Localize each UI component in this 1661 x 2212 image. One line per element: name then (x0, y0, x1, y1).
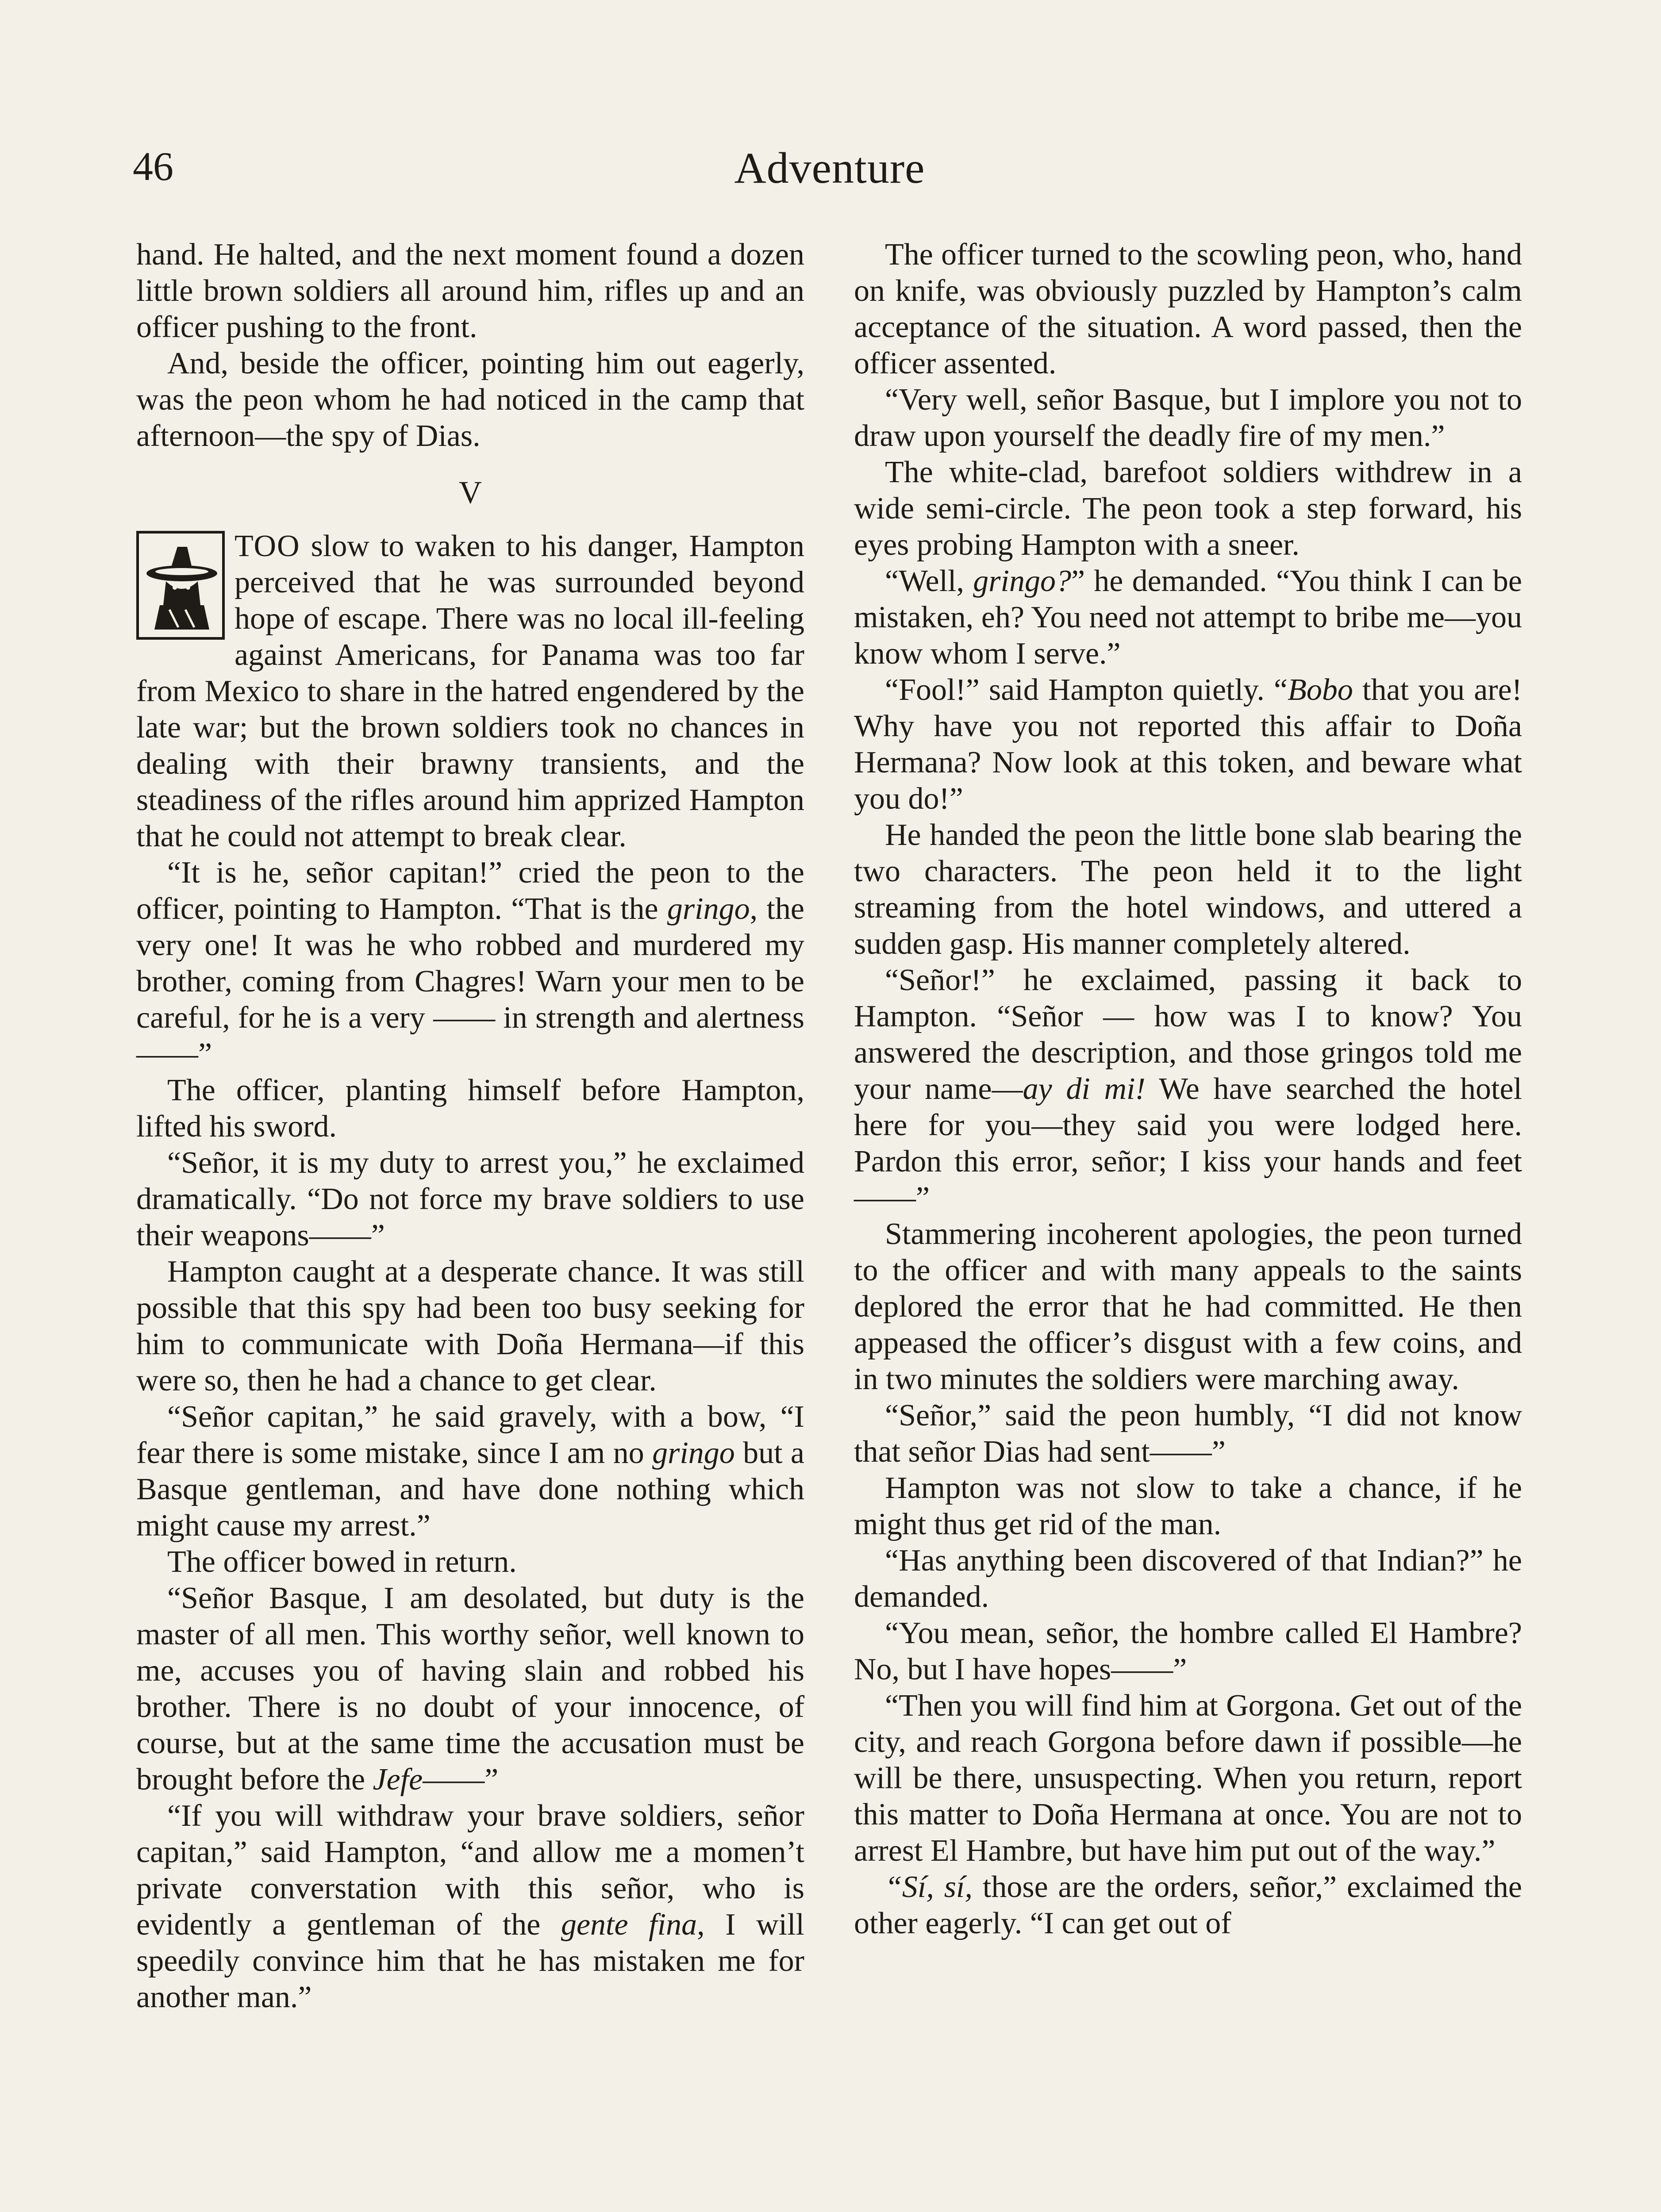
paragraph: “Then you will find him at Gorgona. Get out of the city, and reach Gorgona before dawn if possible—he will be there, unsuspecting. When you return, report this matter to Doña Hermana at once. You are not to arrest El Hambre, but have him put out of the way.” (854, 1689, 1522, 1868)
italic-text: gringo (667, 892, 750, 926)
text-run: , the very one! It was he who robbed and murdered my brother, coming from Chagres! Warn your men to be careful, for he is a very —— in strength and alertness——” (136, 892, 804, 1071)
page-number: 46 (133, 144, 173, 189)
italic-text: gringo (652, 1436, 735, 1470)
paragraph: The white-clad, barefoot soldiers withdrew in a wide semi-circle. The peon took a step forward, his eyes probing Hampton with a sneer. (854, 455, 1522, 562)
paragraph (136, 855, 804, 1072)
section-heading: V (459, 475, 482, 510)
page-header (133, 143, 1526, 208)
paragraph: Hampton caught at a desperate chance. It was still possible that this spy had been too busy seeking for him to communicate with Doña Hermana—if this were so, then he had a chance to get clear. (136, 1255, 804, 1398)
right-column (854, 237, 1522, 1942)
text-run: those are the orders, señor,” exclaimed the other eagerly. “I can get out of (854, 1870, 1522, 1940)
paragraph (136, 1399, 804, 1544)
paragraph (854, 563, 1522, 672)
italic-text: ay di mi! (1023, 1072, 1146, 1106)
paragraph: Stammering incoherent apologies, the peon turned to the officer and with many appeals to the saints deplored the error that he had committed. He then appeased the officer’s disgust with a few coins, and in two minutes the soldiers were marching away. (854, 1217, 1522, 1396)
italic-text: “Sí, sí, (885, 1870, 973, 1904)
chapter-opening-paragraph (136, 528, 804, 855)
paragraph (854, 1869, 1522, 1942)
text-run: ——” (423, 1763, 499, 1797)
italic-text: gente fina (561, 1908, 697, 1942)
sombrero-figure-icon (143, 539, 218, 632)
drop-cap-illustration (136, 531, 225, 640)
opening-text: slow to waken to his danger, Hampton perceived that he was surrounded beyond hope of escape. There was no local ill-feeling against Americans, for Panama was too far from Mexico to share in the hatred engendered by the late war; but the brown soldiers took no chances in dealing with their brawny transients, and the steadiness of the rifles around him apprized Hampton that he could not attempt to break clear. (136, 529, 804, 853)
text-run: “Señor Basque, I am desolated, but duty is the master of all men. This worthy señor, well known to me, accuses you of having slain and robbed his brother. There is no doubt of your innocence, of course, but at the same time the accusation must be brought before the (136, 1581, 804, 1797)
paragraph: “Señor,” said the peon humbly, “I did not know that señor Dias had sent——” (854, 1398, 1522, 1469)
text-run: , I will speedily convince him that he has mistaken me for another man.” (136, 1908, 804, 2014)
italic-text: Bobo (1288, 673, 1353, 707)
paragraph: “Señor, it is my duty to arrest you,” he exclaimed dramatically. “Do not force my brave soldiers to use their weapons——” (136, 1146, 804, 1252)
paragraph (854, 672, 1522, 817)
text-run: but a Basque gentleman, and have done nothing which might cause my arrest.” (136, 1436, 804, 1543)
left-column (136, 237, 804, 2016)
paragraph: And, beside the officer, pointing him out eagerly, was the peon whom he had noticed in the camp that afternoon—the spy of Dias. (136, 346, 804, 453)
running-title: Adventure (734, 143, 925, 192)
italic-text: gringo? (973, 564, 1071, 598)
paragraph (136, 1798, 804, 2016)
text-run: “Señor capitan,” he said gravely, with a bow, “I fear there is some mistake, since I am no (136, 1400, 804, 1470)
text-run: “It is he, señor capitan!” cried the peon to the officer, pointing to Hampton. “That is the (136, 856, 804, 926)
text-run: “If you will withdraw your brave soldiers, señor capitan,” said Hampton, “and allow me a momen’t private converstation with this señor, who is evidently a gentleman of the (136, 1799, 804, 1942)
opening-word: TOO (235, 529, 300, 563)
paragraph: The officer, planting himself before Hampton, lifted his sword. (136, 1073, 804, 1144)
paragraph: “Has anything been discovered of that Indian?” he demanded. (854, 1544, 1522, 1614)
paragraph: He handed the peon the little bone slab bearing the two characters. The peon held it to the light streaming from the hotel windows, and uttered a sudden gasp. His manner completely altered. (854, 818, 1522, 961)
paragraph (136, 1580, 804, 1798)
text-run: that you are! Why have you not reported this affair to Doña Hermana? Now look at this token, and beware what you do!” (854, 673, 1522, 816)
paragraph: The officer bowed in return. (167, 1545, 517, 1579)
paragraph: hand. He halted, and the next moment found a dozen little brown soldiers all around him, rifles up and an officer pushing to the front. (136, 238, 804, 344)
paragraph: Hampton was not slow to take a chance, if he might thus get rid of the man. (854, 1471, 1522, 1541)
text-run: We have searched the hotel here for you—they said you were lodged here. Pardon this error, señor; I kiss your hands and feet——” (854, 1072, 1522, 1215)
text-run: “Señor!” he exclaimed, passing it back to Hampton. “Señor — how was I to know? You answered the description, and those gringos told me your name— (854, 963, 1522, 1106)
paragraph: “You mean, señor, the hombre called El Hambre? No, but I have hopes——” (854, 1616, 1522, 1686)
text-run: ” he demanded. “You think I can be mistaken, eh? You need not attempt to bribe me—you know whom I serve.” (854, 564, 1522, 671)
text-run: “Fool!” said Hampton quietly. “ (885, 673, 1288, 707)
paragraph: The officer turned to the scowling peon, who, hand on knife, was obviously puzzled by Hampton’s calm acceptance of the situation. A word passed, then the officer assented. (854, 238, 1522, 380)
text-run: “Well, (885, 564, 973, 598)
paragraph (854, 962, 1522, 1216)
paragraph: “Very well, señor Basque, but I implore you not to draw upon yourself the deadly fire of my men.” (854, 383, 1522, 453)
italic-text: Jefe (373, 1763, 423, 1797)
